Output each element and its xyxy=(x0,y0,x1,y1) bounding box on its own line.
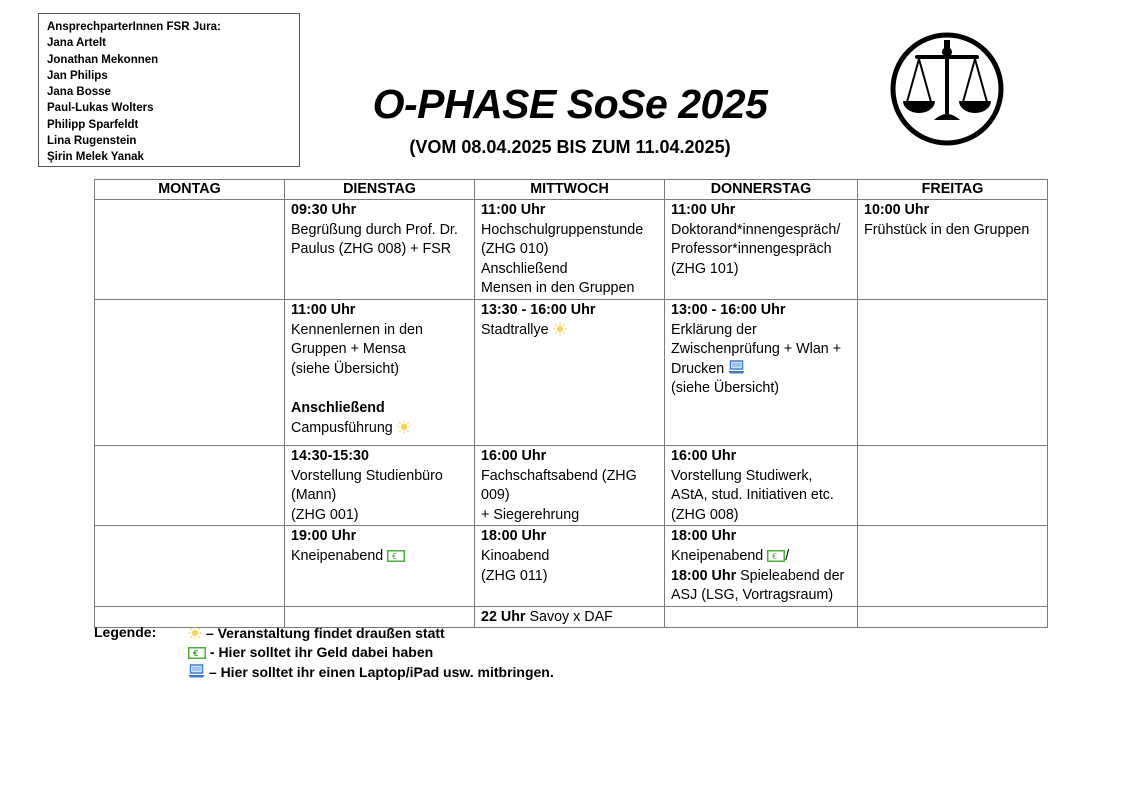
event-text: Kennenlernen in den xyxy=(291,321,423,338)
sun-icon xyxy=(397,420,411,434)
event-text: Begrüßung durch Prof. Dr. xyxy=(291,221,458,238)
event-text: Gruppen + Mensa xyxy=(291,341,406,358)
event-text: (Mann) xyxy=(291,487,337,504)
table-row xyxy=(95,526,1048,606)
cell-friday xyxy=(858,606,1048,628)
cell-monday xyxy=(95,299,285,445)
event-time: 11:00 Uhr xyxy=(481,202,546,218)
svg-text:€: € xyxy=(193,649,199,658)
cell-friday xyxy=(858,526,1048,606)
cell-thursday xyxy=(665,445,858,525)
legend-text: – Hier solltet ihr einen Laptop/iPad usw. mitbringen. xyxy=(208,664,554,680)
cell-tuesday xyxy=(285,445,475,525)
laptop-icon xyxy=(728,360,745,375)
table-row xyxy=(95,445,1048,525)
cell-tuesday xyxy=(285,526,475,606)
event-text: Kneipenabend xyxy=(671,547,764,564)
contact-name: Lina Rugenstein xyxy=(47,135,137,148)
event-time: 14:30-15:30 xyxy=(291,447,369,464)
contacts-box xyxy=(38,13,300,167)
event-text: (siehe Übersicht) xyxy=(291,360,400,377)
event-time: 18:00 Uhr xyxy=(671,528,737,545)
cell-wednesday xyxy=(475,200,665,300)
table-row xyxy=(95,299,1048,445)
event-text: Fachschaftsabend (ZHG xyxy=(481,467,637,484)
event-time: Anschließend xyxy=(291,399,385,416)
cell-thursday xyxy=(665,299,858,445)
event-text: (siehe Übersicht) xyxy=(671,380,780,397)
cell-wednesday xyxy=(475,606,665,628)
table-header-row xyxy=(95,180,1048,200)
event-text: ASJ (LSG, Vortragsraum) xyxy=(671,587,834,604)
contacts-heading: AnsprechparterInnen FSR Jura: xyxy=(47,21,221,33)
cell-friday xyxy=(858,445,1048,525)
event-text: AStA, stud. Initiativen etc. xyxy=(671,487,834,504)
header-wednesday: MITTWOCH xyxy=(475,180,665,200)
event-text: + Siegerehrung xyxy=(481,506,580,523)
event-text: (ZHG 011) xyxy=(481,567,548,584)
cell-wednesday xyxy=(475,526,665,606)
event-text: Drucken xyxy=(671,360,725,377)
event-text: Anschließend xyxy=(481,260,568,277)
page-title: O-PHASE SoSe 2025 xyxy=(372,81,768,127)
sun-icon xyxy=(188,626,202,640)
event-time: 18:00 Uhr xyxy=(481,528,547,545)
event-time: 11:00 Uhr xyxy=(671,202,736,218)
header-monday: MONTAG xyxy=(95,180,285,200)
event-text: (ZHG 008) xyxy=(671,506,739,523)
legend-text: – Veranstaltung findet draußen statt xyxy=(205,625,445,641)
event-text: Professor*innengespräch xyxy=(671,241,832,258)
event-time: 16:00 Uhr xyxy=(481,447,547,464)
event-text: Savoy x DAF xyxy=(525,608,613,625)
cell-tuesday xyxy=(285,299,475,445)
cell-monday xyxy=(95,526,285,606)
legend-item xyxy=(188,643,433,662)
event-text: Erklärung der xyxy=(671,321,757,338)
header-friday: FREITAG xyxy=(858,180,1048,200)
event-time: 10:00 Uhr xyxy=(864,202,930,218)
event-text: (ZHG 001) xyxy=(291,506,359,523)
cell-wednesday xyxy=(475,445,665,525)
event-text: Campusführung xyxy=(291,419,393,436)
svg-text:€: € xyxy=(772,551,778,561)
event-time: 19:00 Uhr xyxy=(291,528,357,545)
legend-label: Legende: xyxy=(94,624,157,640)
money-icon xyxy=(387,550,405,562)
event-text: / xyxy=(785,547,790,564)
event-time: 11:00 Uhr xyxy=(291,301,356,318)
laptop-icon xyxy=(188,664,205,679)
cell-friday xyxy=(858,299,1048,445)
cell-thursday xyxy=(665,606,858,628)
contact-name: Jana Bosse xyxy=(47,86,111,99)
header-tuesday: DIENSTAG xyxy=(285,180,475,200)
money-icon xyxy=(188,647,206,659)
contact-name: Philipp Sparfeldt xyxy=(47,118,139,131)
event-time: 16:00 Uhr xyxy=(671,447,737,464)
event-text: 009) xyxy=(481,487,510,504)
event-time: 13:00 - 16:00 Uhr xyxy=(671,301,786,318)
event-text: Kinoabend xyxy=(481,547,550,564)
legend-text: - Hier solltet ihr Geld dabei haben xyxy=(209,644,434,660)
contact-name: Jonathan Mekonnen xyxy=(47,53,159,66)
event-text: Spieleabend der xyxy=(736,567,845,584)
cell-thursday xyxy=(665,526,858,606)
legend-item xyxy=(188,624,445,643)
event-text: (ZHG 010) xyxy=(481,241,549,258)
event-text: Zwischenprüfung + Wlan + xyxy=(671,341,842,358)
legend-item xyxy=(188,663,554,682)
cell-wednesday xyxy=(475,299,665,445)
contact-name: Paul-Lukas Wolters xyxy=(47,102,154,115)
event-text: (ZHG 101) xyxy=(671,260,739,277)
table-row xyxy=(95,200,1048,300)
cell-monday xyxy=(95,445,285,525)
contact-name: Jan Philips xyxy=(47,69,108,82)
header-thursday: DONNERSTAG xyxy=(665,180,858,200)
contact-name: Şirin Melek Yanak xyxy=(47,151,144,164)
cell-friday xyxy=(858,200,1048,300)
event-text: Hochschulgruppenstunde xyxy=(481,221,644,238)
event-text: Doktorand*innengespräch/ xyxy=(671,221,841,238)
schedule-table xyxy=(94,179,1048,628)
cell-thursday xyxy=(665,200,858,300)
scales-of-justice-icon xyxy=(888,28,1006,150)
contact-name: Jana Artelt xyxy=(47,37,107,50)
event-text: Vorstellung Studiwerk, xyxy=(671,467,813,484)
svg-text:€: € xyxy=(392,551,398,561)
cell-monday xyxy=(95,200,285,300)
event-time: 22 Uhr xyxy=(481,608,526,625)
event-time: 09:30 Uhr xyxy=(291,202,357,218)
event-time: 13:30 - 16:00 Uhr xyxy=(481,301,596,318)
event-text: Vorstellung Studienbüro xyxy=(291,467,443,484)
money-icon xyxy=(767,550,785,562)
cell-tuesday xyxy=(285,200,475,300)
event-time: 18:00 Uhr xyxy=(671,567,737,584)
sun-icon xyxy=(553,322,567,336)
event-text: Frühstück in den Gruppen xyxy=(864,221,1030,238)
page-subtitle: (VOM 08.04.2025 BIS ZUM 11.04.2025) xyxy=(409,137,731,157)
event-text: Mensen in den Gruppen xyxy=(481,280,635,297)
event-text: Kneipenabend xyxy=(291,547,384,564)
event-text: Stadtrallye xyxy=(481,321,549,338)
event-text: Paulus (ZHG 008) + FSR xyxy=(291,241,452,258)
